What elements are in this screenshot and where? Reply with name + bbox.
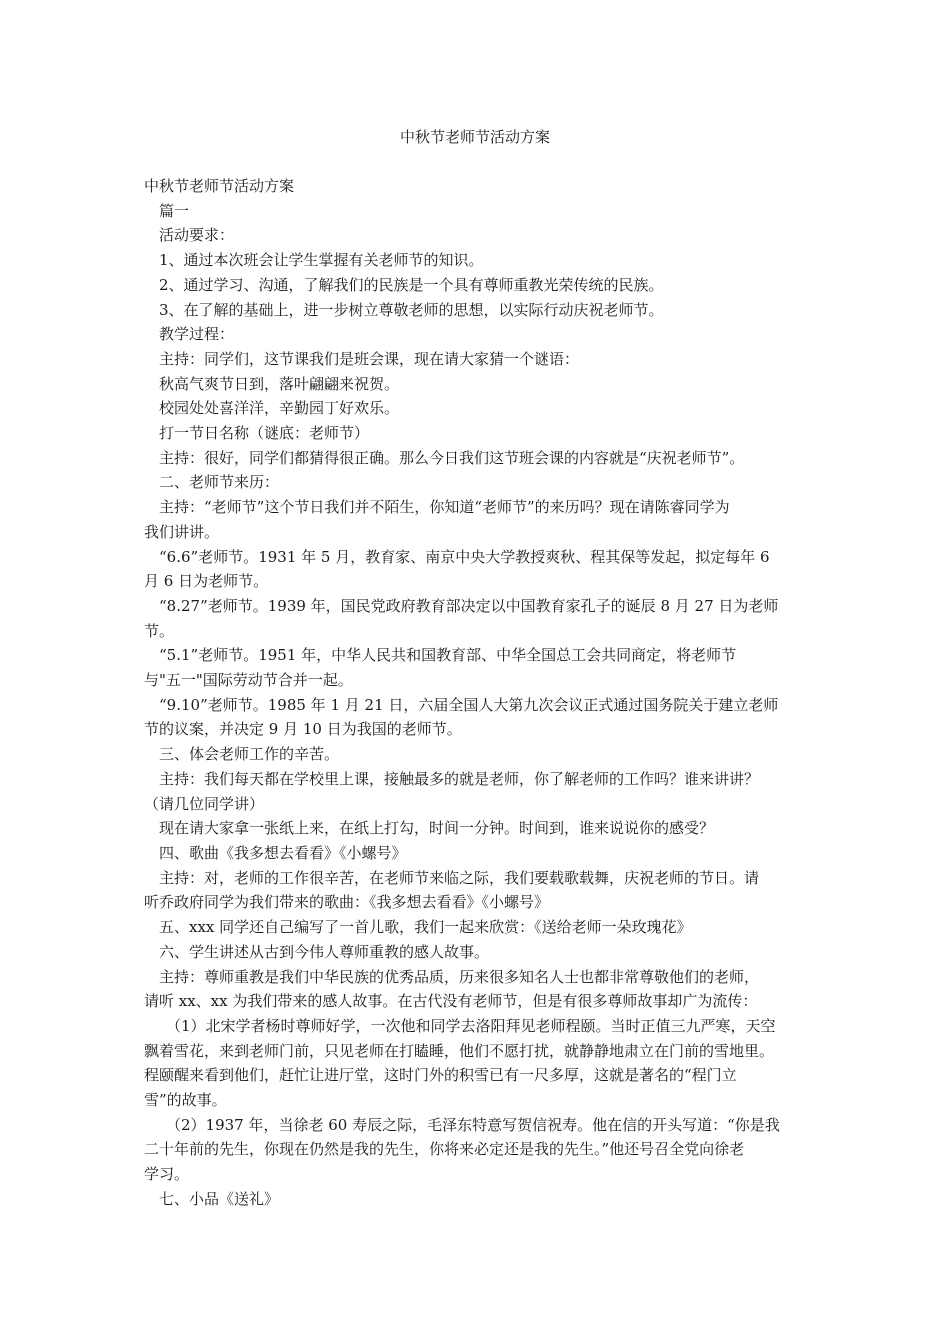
text-line: 中秋节老师节活动方案 xyxy=(144,177,295,195)
text-line: 雪”的故事。 xyxy=(144,1091,227,1110)
text-line: （1）北宋学者杨时尊师好学，一次他和同学去洛阳拜见老师程颐。当时正值三九严寒，天空 xyxy=(166,1016,776,1035)
text-line: 主持：尊师重教是我们中华民族的优秀品质，历来很多知名人士也都非常尊敬他们的老师， xyxy=(159,967,760,986)
text-line: （2）1937 年，当徐老 60 寿辰之际，毛泽东特意写贺信祝寿。他在信的开头写道：“你是我 xyxy=(166,1115,780,1134)
text-line: 请听 xx、xx 为我们带来的感人故事。在古代没有老师节，但是有很多尊师故事却广为流传： xyxy=(144,992,758,1011)
text-line: 主持：很好，同学们都猜得很正确。那么今日我们这节班会课的内容就是“庆祝老师节”。 xyxy=(159,448,745,467)
text-line: 七、小品《送礼》 xyxy=(159,1189,280,1208)
text-line: “9.10”老师节。1985 年 1 月 21 日，六届全国人大第九次会议正式通过国务院关于建立老师 xyxy=(159,695,779,714)
text-line: 我们讲讲。 xyxy=(144,522,220,541)
text-line: 主持：我们每天都在学校里上课，接触最多的就是老师，你了解老师的工作吗？谁来讲讲？ xyxy=(159,769,760,788)
document-title: 中秋节老师节活动方案 xyxy=(399,128,550,146)
text-line: 四、歌曲《我多想去看看》《小螺号》 xyxy=(159,843,407,862)
text-line: 打一节日名称（谜底：老师节） xyxy=(159,424,370,443)
text-line: 听乔政府同学为我们带来的歌曲：《我多想去看看》《小螺号》 xyxy=(144,893,550,912)
text-line: 现在请大家拿一张纸上来，在纸上打勾，时间一分钟。时间到，谁来说说你的感受？ xyxy=(159,819,715,838)
text-line: 活动要求： xyxy=(159,226,235,245)
text-line: 程颐醒来看到他们，赶忙让进厅堂，这时门外的积雪已有一尺多厚，这就是著名的“程门立 xyxy=(144,1066,737,1085)
text-line: “5.1”老师节。1951 年，中华人民共和国教育部、中华全国总工会共同商定，将老师节 xyxy=(159,646,737,665)
text-line: 主持：对，老师的工作很辛苦，在老师节来临之际，我们要载歌载舞，庆祝老师的节日。请 xyxy=(159,868,760,887)
text-line: 主持：同学们，这节课我们是班会课，现在请大家猜一个谜语： xyxy=(159,349,580,368)
text-line: 3、在了解的基础上，进一步树立尊敬老师的思想，以实际行动庆祝老师节。 xyxy=(159,300,664,319)
text-line: （请几位同学讲） xyxy=(144,794,265,813)
text-line: 节。 xyxy=(144,621,175,640)
text-line: 五、xxx 同学还自己编写了一首儿歌，我们一起来欣赏：《送给老师一朵玫瑰花》 xyxy=(159,918,692,937)
text-line: 三、体会老师工作的辛苦。 xyxy=(159,745,340,764)
text-line: 与"五一"国际劳动节合并一起。 xyxy=(144,671,353,690)
text-line: 学习。 xyxy=(144,1165,190,1184)
text-line: 秋高气爽节日到，落叶翩翩来祝贺。 xyxy=(159,374,400,393)
text-line: 校园处处喜洋洋，辛勤园丁好欢乐。 xyxy=(159,399,400,418)
text-line: 飘着雪花，来到老师门前，只见老师在打瞌睡，他们不愿打扰，就静静地肃立在门前的雪地里。 xyxy=(144,1041,775,1060)
text-line: 二十年前的先生，你现在仍然是我的先生，你将来必定还是我的先生。”他还号召全党向徐老 xyxy=(144,1140,745,1159)
text-line: “6.6”老师节。1931 年 5 月，教育家、南京中央大学教授爽秋、程其保等发起，拟定每年 6 xyxy=(159,547,770,566)
text-line: 教学过程： xyxy=(159,325,235,344)
text-line: 1、通过本次班会让学生掌握有关老师节的知识。 xyxy=(159,251,484,270)
text-line: “8.27”老师节。1939 年，国民党政府教育部决定以中国教育家孔子的诞辰 8 月 27 日为老师 xyxy=(159,596,779,615)
text-line: 二、老师节来历： xyxy=(159,473,280,492)
document-body xyxy=(144,174,810,1212)
text-line: 月 6 日为老师节。 xyxy=(144,572,269,591)
text-line: 主持：“老师节”这个节日我们并不陌生，你知道“老师节”的来历吗？现在请陈睿同学为 xyxy=(159,498,730,517)
text-line: 六、学生讲述从古到今伟人尊师重教的感人故事。 xyxy=(159,942,490,961)
text-line: 节的议案，并决定 9 月 10 日为我国的老师节。 xyxy=(144,720,462,739)
text-line: 篇一 xyxy=(159,201,190,220)
text-line: 2、通过学习、沟通，了解我们的民族是一个具有尊师重教光荣传统的民族。 xyxy=(159,275,664,294)
